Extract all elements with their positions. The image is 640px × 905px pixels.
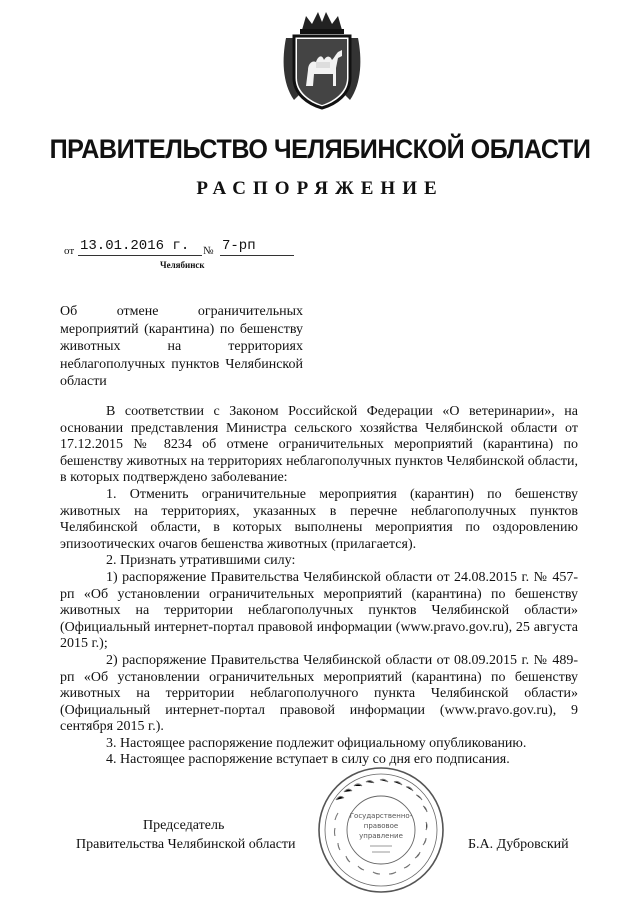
official-stamp xyxy=(306,760,456,900)
coat-of-arms-emblem xyxy=(280,8,364,112)
document-subject xyxy=(60,303,303,391)
paragraph-item-3: 3. Настоящее распоряжение подлежит официальному опубликованию. xyxy=(106,735,527,751)
document-type: РАСПОРЯЖЕНИЕ xyxy=(196,178,444,199)
document-date: 13.01.2016 г. xyxy=(78,238,202,256)
number-prefix: № xyxy=(203,245,214,257)
government-title: ПРАВИТЕЛЬСТВО ЧЕЛЯБИНСКОЙ ОБЛАСТИ xyxy=(49,134,591,164)
document-number: 7-рп xyxy=(220,238,294,256)
paragraph-item-2-1: 1) распоряжение Правительства Челябинской области от 24.08.2015 г. № 457-рп «Об установлении ограничительных мероприятий (карантина) по бешенству животных на территории неблагополучных пунктов Челябинской области» (Официальный интернет-портал правовой информации (www.pravo.gov.ru), 25 августа 2015 г.); xyxy=(60,569,578,652)
stamp-line-3: управление xyxy=(359,832,403,840)
stamp-line-2: правовое xyxy=(363,822,399,830)
paragraph-item-1: 1. Отменить ограничительные мероприятия (карантин) по бешенству животных на территориях, указанных в перечне неблагополучных пунктов Челябинской области, в которых выполнены мероприятия по оздоровлению эпизоотических очагов бешенства животных (прилагается). xyxy=(60,486,578,552)
paragraph-item-2-2: 2) распоряжение Правительства Челябинской области от 08.09.2015 г. № 489-рп «Об установлении ограничительных мероприятий (карантина) по бешенству животных на территории неблагополучного пункта Челябинской области» (Официальный интернет-портал правовой информации (www.pravo.gov.ru), 9 сентября 2015 г.). xyxy=(60,652,578,735)
subject-text: Об отмене ограничительных мероприятий (карантина) по бешенству животных на территориях неблагополучных пунктов Челябинской области xyxy=(60,304,303,389)
stamp-line-1: Государственно- xyxy=(349,812,413,820)
signatory-organization: Правительства Челябинской области xyxy=(76,837,296,852)
document-body xyxy=(60,404,578,769)
paragraph-preamble: В соответствии с Законом Российской Федерации «О ветеринарии», на основании представления Министра сельского хозяйства Челябинской области от 17.12.2015 № 8234 об отмене ограничительных мероприятий (карантина) по бешенству животных на территориях неблагополучных пунктов Челябинской области, в которых подтверждено заболевание: xyxy=(60,404,578,486)
signatory-name: Б.А. Дубровский xyxy=(468,837,569,852)
signatory-role: Председатель xyxy=(143,818,225,833)
city-label: Челябинск xyxy=(160,260,205,270)
paragraph-item-2: 2. Признать утратившими силу: xyxy=(106,553,296,569)
paragraph-item-4: 4. Настоящее распоряжение вступает в силу со дня его подписания. xyxy=(106,752,510,768)
date-prefix: от xyxy=(64,245,75,257)
